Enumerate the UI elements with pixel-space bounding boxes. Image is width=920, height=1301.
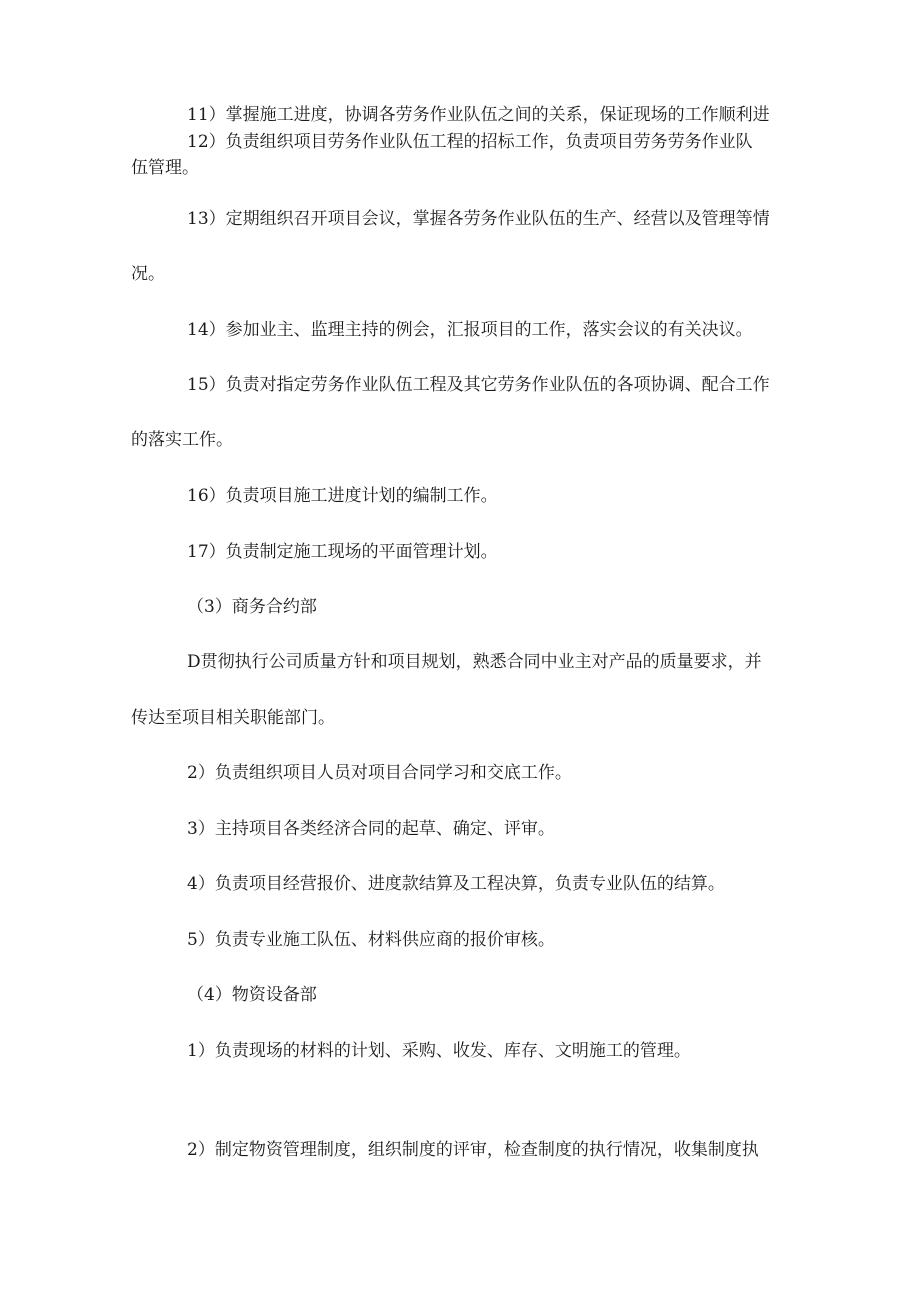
commercial-item-5: 5）负责专业施工队伍、材料供应商的报价审核。 bbox=[187, 930, 555, 950]
paragraph-16: 16）负责项目施工进度计划的编制工作。 bbox=[187, 486, 498, 506]
commercial-item-1: D贯彻执行公司质量方针和项目规划，熟悉合同中业主对产品的质量要求，并 bbox=[187, 652, 762, 672]
materials-item-2: 2）制定物资管理制度，组织制度的评审，检查制度的执行情况，收集制度执 bbox=[187, 1140, 759, 1160]
paragraph-15-cont: 的落实工作。 bbox=[131, 430, 233, 450]
section-heading-commercial: （3）商务合约部 bbox=[187, 597, 317, 617]
paragraph-15: 15）负责对指定劳务作业队伍工程及其它劳务作业队伍的各项协调、配合工作 bbox=[187, 375, 770, 395]
paragraph-17: 17）负责制定施工现场的平面管理计划。 bbox=[187, 542, 498, 562]
commercial-item-1-cont: 传达至项目相关职能部门。 bbox=[131, 708, 335, 728]
paragraph-11: 11）掌握施工进度，协调各劳务作业队伍之间的关系，保证现场的工作顺利进 bbox=[187, 105, 770, 125]
paragraph-14: 14）参加业主、监理主持的例会，汇报项目的工作，落实会议的有关决议。 bbox=[187, 320, 753, 340]
commercial-item-3: 3）主持项目各类经济合同的起草、确定、评审。 bbox=[187, 819, 555, 839]
section-heading-materials: （4）物资设备部 bbox=[187, 985, 317, 1005]
paragraph-12-cont: 伍管理。 bbox=[131, 158, 199, 178]
materials-item-1: 1）负责现场的材料的计划、采购、收发、库存、文明施工的管理。 bbox=[187, 1041, 691, 1061]
paragraph-13-cont: 况。 bbox=[131, 264, 165, 284]
paragraph-12: 12）负责组织项目劳务作业队伍工程的招标工作，负责项目劳务劳务作业队 bbox=[187, 132, 753, 152]
paragraph-13: 13）定期组织召开项目会议，掌握各劳务作业队伍的生产、经营以及管理等情 bbox=[187, 209, 770, 229]
commercial-item-4: 4）负责项目经营报价、进度款结算及工程决算，负责专业队伍的结算。 bbox=[187, 874, 725, 894]
commercial-item-2: 2）负责组织项目人员对项目合同学习和交底工作。 bbox=[187, 763, 572, 783]
